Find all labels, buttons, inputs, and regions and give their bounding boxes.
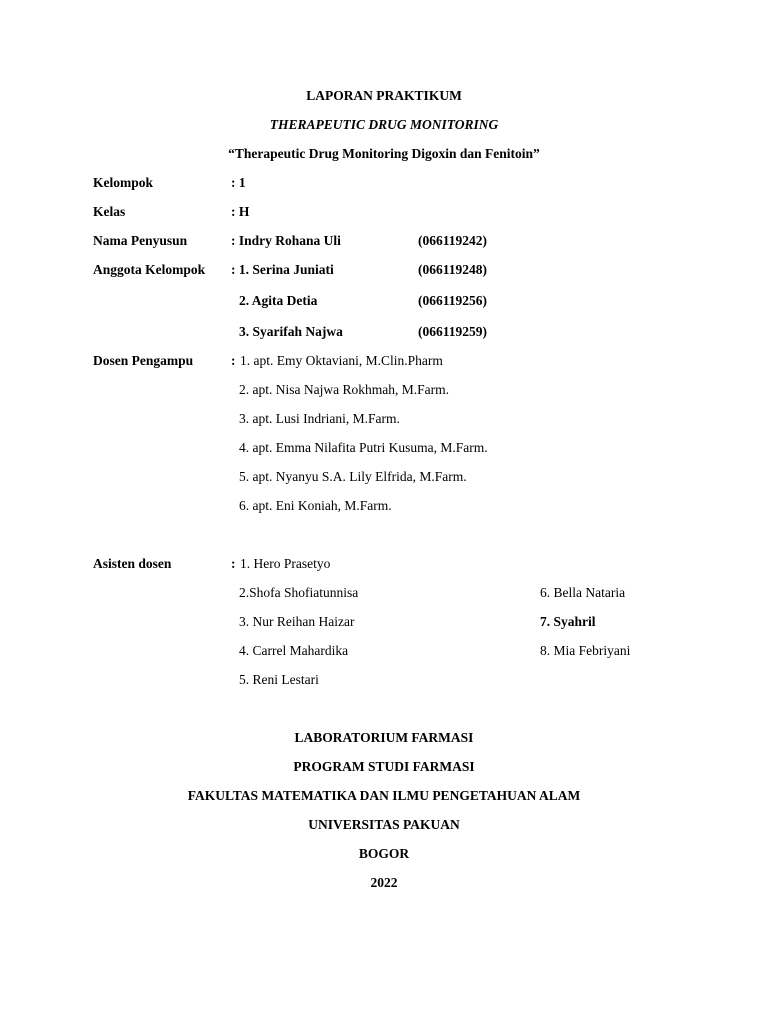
report-topic: “Therapeutic Drug Monitoring Digoxin dan Fenitoin” bbox=[228, 146, 540, 161]
dosen-item-1: 1. apt. Emy Oktaviani, M.Clin.Pharm bbox=[240, 353, 443, 368]
anggota-member-2-nim: (066119256) bbox=[418, 293, 487, 308]
kelas-label: Kelas bbox=[93, 204, 126, 219]
dosen-item-6: 6. apt. Eni Koniah, M.Farm. bbox=[239, 498, 392, 513]
penyusun-nim: (066119242) bbox=[418, 233, 487, 248]
penyusun-name: : Indry Rohana Uli bbox=[231, 233, 341, 248]
anggota-member-1-name: : 1. Serina Juniati bbox=[231, 262, 334, 277]
report-title: LAPORAN PRAKTIKUM bbox=[306, 88, 462, 103]
kelompok-value: : 1 bbox=[231, 175, 246, 190]
asisten-item-3: 3. Nur Reihan Haizar bbox=[239, 614, 355, 629]
anggota-member-3-name: 3. Syarifah Najwa bbox=[239, 324, 343, 339]
footer-program-studi: PROGRAM STUDI FARMASI bbox=[293, 759, 475, 774]
asisten-item-6: 6. Bella Nataria bbox=[540, 585, 626, 600]
dosen-item-2: 2. apt. Nisa Najwa Rokhmah, M.Farm. bbox=[239, 382, 449, 397]
footer-fakultas: FAKULTAS MATEMATIKA DAN ILMU PENGETAHUAN ALAM bbox=[187, 788, 581, 803]
dosen-item-4: 4. apt. Emma Nilafita Putri Kusuma, M.Farm. bbox=[239, 440, 488, 455]
kelas-value: : H bbox=[231, 204, 250, 219]
footer-universitas: UNIVERSITAS PAKUAN bbox=[308, 817, 460, 832]
asisten-item-8: 8. Mia Febriyani bbox=[540, 643, 631, 658]
dosen-item-3: 3. apt. Lusi Indriani, M.Farm. bbox=[239, 411, 400, 426]
dosen-item-5: 5. apt. Nyanyu S.A. Lily Elfrida, M.Farm. bbox=[239, 469, 467, 484]
asisten-item-2: 2.Shofa Shofiatunnisa bbox=[239, 585, 359, 600]
footer-year: 2022 bbox=[370, 875, 398, 890]
asisten-item-5: 5. Reni Lestari bbox=[239, 672, 319, 687]
footer-city: BOGOR bbox=[358, 846, 410, 861]
asisten-item-7: 7. Syahril bbox=[540, 614, 596, 629]
asisten-colon: : bbox=[231, 556, 236, 571]
anggota-label: Anggota Kelompok bbox=[93, 262, 206, 277]
penyusun-label: Nama Penyusun bbox=[93, 233, 188, 248]
kelompok-label: Kelompok bbox=[93, 175, 154, 190]
asisten-item-4: 4. Carrel Mahardika bbox=[239, 643, 349, 658]
report-subtitle: THERAPEUTIC DRUG MONITORING bbox=[269, 117, 499, 132]
anggota-member-1-nim: (066119248) bbox=[418, 262, 487, 277]
asisten-label: Asisten dosen bbox=[93, 556, 172, 571]
dosen-colon: : bbox=[231, 353, 236, 368]
asisten-item-1: 1. Hero Prasetyo bbox=[240, 556, 331, 571]
dosen-label: Dosen Pengampu bbox=[93, 353, 194, 368]
anggota-member-3-nim: (066119259) bbox=[418, 324, 487, 339]
footer-laboratorium: LABORATORIUM FARMASI bbox=[294, 730, 474, 745]
anggota-member-2-name: 2. Agita Detia bbox=[239, 293, 318, 308]
